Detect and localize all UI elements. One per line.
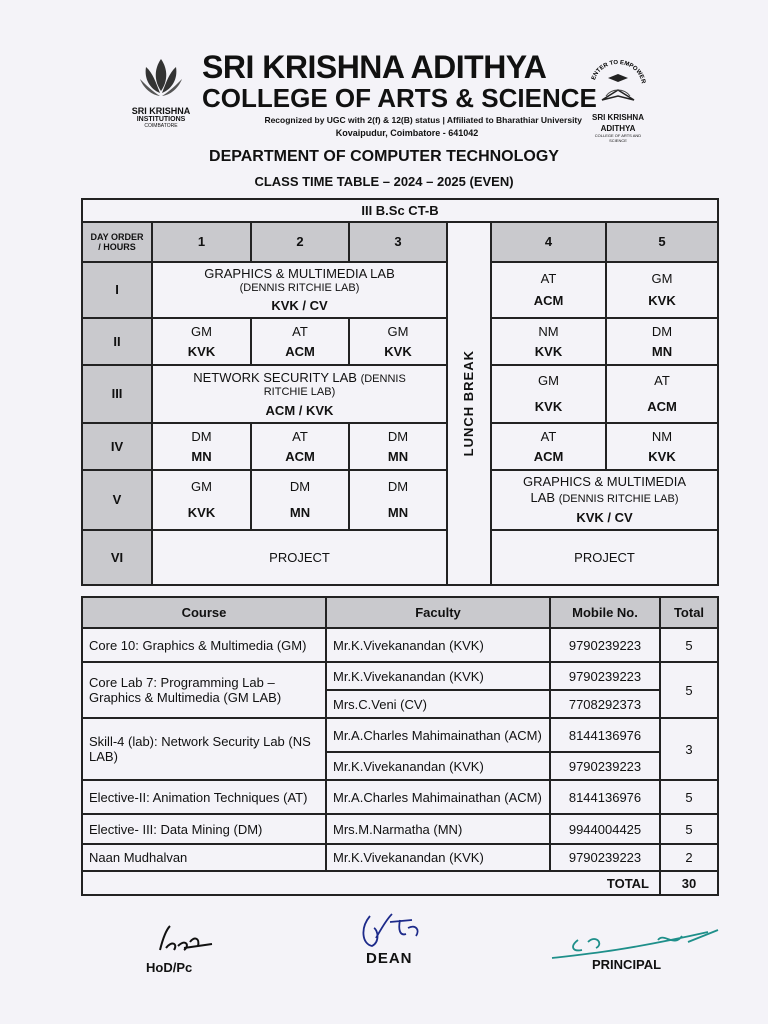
college-subtitle: COLLEGE OF ARTS & SCIENCE — [202, 83, 597, 113]
staff-code: ACM — [533, 293, 564, 308]
course-total: 2 — [660, 844, 718, 871]
dean-label: DEAN — [366, 950, 413, 967]
logo-left-location: COIMBATORE — [144, 123, 178, 129]
department-title: DEPARTMENT OF COMPUTER TECHNOLOGY — [209, 148, 559, 165]
day-5-lab-cell — [491, 470, 718, 530]
staff-code: KVK — [534, 343, 563, 359]
lab-name: NETWORK SECURITY LAB — [193, 369, 357, 385]
faculty-name: Mrs.C.Veni (CV) — [326, 690, 550, 718]
subject-code: NM — [538, 323, 559, 339]
faculty-name: Mr.A.Charles Mahimainathan (ACM) — [326, 780, 550, 814]
lunch-break-label: LUNCH BREAK — [461, 350, 476, 457]
day-3-label: III — [82, 365, 152, 423]
mobile-header: Mobile No. — [550, 597, 660, 628]
day-4-hour-3 — [349, 423, 447, 470]
subject-code: AT — [540, 428, 557, 444]
subject-code: NM — [651, 428, 673, 444]
lotus-icon — [136, 55, 186, 99]
day-4-hour-2 — [251, 423, 349, 470]
subject-code: AT — [292, 323, 308, 339]
day-2-hour-5 — [606, 318, 718, 365]
day-5-label: V — [82, 470, 152, 530]
recognition-line: Recognized by UGC with 2(f) & 12(B) status | Affiliated to Bharathiar University — [264, 115, 582, 125]
day-6-project-pm: PROJECT — [491, 530, 718, 585]
subject-code: AT — [292, 428, 308, 444]
lab-room: (DENNIS RITCHIE LAB) — [239, 282, 360, 294]
grand-total-value: 30 — [660, 871, 718, 895]
mobile-number: 7708292373 — [550, 690, 660, 718]
course-name: Elective- III: Data Mining (DM) — [82, 814, 326, 844]
day-4-label: IV — [82, 423, 152, 470]
staff-code: MN — [651, 343, 673, 359]
mobile-number: 9790239223 — [550, 752, 660, 780]
staff-code: MN — [191, 448, 212, 464]
staff-code: ACM — [285, 448, 315, 464]
emblem-text-3: COLLEGE OF ARTS AND SCIENCE — [594, 133, 642, 143]
staff-code: KVK — [648, 448, 676, 464]
subject-code: GM — [538, 373, 559, 388]
faculty-name: Mr.K.Vivekanandan (KVK) — [326, 628, 550, 662]
faculty-header: Faculty — [326, 597, 550, 628]
course-name: Elective-II: Animation Techniques (AT) — [82, 780, 326, 814]
course-name: Core 10: Graphics & Multimedia (GM) — [82, 628, 326, 662]
principal-label: PRINCIPAL — [592, 957, 662, 972]
day-2-hour-1 — [152, 318, 251, 365]
day-2-label: II — [82, 318, 152, 365]
total-header: Total — [660, 597, 718, 628]
staff-code: ACM — [647, 399, 677, 414]
emblem-text-1: SRI KRISHNA — [591, 113, 644, 122]
subject-code: DM — [387, 428, 409, 444]
sri-krishna-logo — [130, 55, 192, 135]
course-name: Core Lab 7: Programming Lab – Graphics & Multimedia (GM LAB) — [82, 662, 326, 718]
course-total: 3 — [660, 718, 718, 780]
grand-total-label: TOTAL — [82, 871, 660, 895]
staff-code: ACM — [285, 343, 315, 359]
address-line: Kovaipudur, Coimbatore - 641042 — [335, 128, 479, 138]
course-faculty-table — [81, 596, 719, 896]
day-4-hour-5 — [606, 423, 718, 470]
hour-2-header: 2 — [251, 222, 349, 262]
lab-name-2: LAB — [530, 490, 556, 505]
day-1-label: I — [82, 262, 152, 318]
faculty-name: Mr.A.Charles Mahimainathan (ACM) — [326, 718, 550, 752]
course-name: Skill-4 (lab): Network Security Lab (NS LAB) — [82, 718, 326, 780]
course-total: 5 — [660, 662, 718, 718]
staff-code: KVK — [384, 343, 412, 359]
subject-code: GM — [191, 479, 212, 494]
faculty-name: Mrs.M.Narmatha (MN) — [326, 814, 550, 844]
day-5-hour-1 — [152, 470, 251, 530]
subject-code: GM — [387, 323, 409, 339]
staff-code: KVK — [187, 505, 216, 520]
lab-staff: KVK / CV — [576, 510, 633, 525]
day-order-header: DAY ORDER / HOURS — [82, 222, 152, 262]
day-5-hour-3 — [349, 470, 447, 530]
day-6-project-am: PROJECT — [152, 530, 447, 585]
course-header: Course — [82, 597, 326, 628]
staff-code: MN — [387, 505, 409, 520]
faculty-name: Mr.K.Vivekanandan (KVK) — [326, 844, 550, 871]
mobile-number: 9790239223 — [550, 844, 660, 871]
class-timetable — [81, 198, 719, 586]
day-1-lab-cell — [152, 262, 447, 318]
lab-room-2: RITCHIE LAB) — [263, 385, 336, 398]
day-5-hour-2 — [251, 470, 349, 530]
hour-4-header: 4 — [491, 222, 606, 262]
dean-signature — [356, 908, 436, 956]
college-header — [130, 49, 650, 143]
staff-code: KVK — [534, 399, 563, 414]
day-1-hour-5 — [606, 262, 718, 318]
lunch-break-column — [447, 222, 491, 585]
staff-code: MN — [289, 505, 311, 520]
day-3-hour-4 — [491, 365, 606, 423]
hour-1-header: 1 — [152, 222, 251, 262]
subject-code: DM — [289, 479, 311, 494]
staff-code: KVK — [648, 293, 676, 308]
subject-code: GM — [191, 323, 212, 339]
day-3-hour-5 — [606, 365, 718, 423]
faculty-name: Mr.K.Vivekanandan (KVK) — [326, 662, 550, 690]
staff-code: KVK — [187, 343, 216, 359]
day-2-hour-3 — [349, 318, 447, 365]
hour-5-header: 5 — [606, 222, 718, 262]
college-title-block — [202, 49, 597, 138]
mobile-number: 9790239223 — [550, 662, 660, 690]
mobile-number: 9790239223 — [550, 628, 660, 662]
hod-signature — [150, 920, 220, 960]
day-6-label: VI — [82, 530, 152, 585]
lab-name: GRAPHICS & MULTIMEDIA — [522, 474, 686, 489]
subject-code: AT — [654, 373, 670, 388]
course-total: 5 — [660, 628, 718, 662]
day-3-lab-cell — [152, 365, 447, 423]
day-1-hour-4 — [491, 262, 606, 318]
class-name-cell: III B.Sc CT-B — [82, 199, 718, 222]
staff-code: MN — [387, 448, 409, 464]
mobile-number: 8144136976 — [550, 718, 660, 752]
lab-name: GRAPHICS & MULTIMEDIA LAB — [204, 266, 395, 281]
day-4-hour-1 — [152, 423, 251, 470]
svg-text:ENTER TO EMPOWER: ENTER TO EMPOWER — [591, 60, 646, 85]
subject-code: AT — [540, 271, 557, 286]
hod-label: HoD/Pc — [146, 960, 193, 975]
lab-staff: ACM / KVK — [265, 402, 334, 418]
lab-staff: KVK / CV — [271, 298, 328, 313]
adithya-emblem — [586, 60, 650, 143]
course-name: Naan Mudhalvan — [82, 844, 326, 871]
day-4-hour-4 — [491, 423, 606, 470]
subject-code: GM — [651, 271, 673, 286]
day-2-hour-4 — [491, 318, 606, 365]
college-name: SRI KRISHNA ADITHYA — [202, 49, 547, 85]
lab-room: (DENNIS — [360, 372, 406, 385]
faculty-name: Mr.K.Vivekanandan (KVK) — [326, 752, 550, 780]
emblem-text-2: ADITHYA — [600, 124, 636, 133]
subject-code: DM — [387, 479, 409, 494]
timetable-title: CLASS TIME TABLE – 2024 – 2025 (EVEN) — [254, 174, 514, 189]
emblem-icon — [588, 60, 648, 106]
course-total: 5 — [660, 780, 718, 814]
day-2-hour-2 — [251, 318, 349, 365]
lab-room: (DENNIS RITCHIE LAB) — [558, 493, 679, 505]
subject-code: DM — [651, 323, 673, 339]
course-total: 5 — [660, 814, 718, 844]
subject-code: DM — [191, 428, 212, 444]
logo-left-text: SRI KRISHNA — [131, 106, 191, 116]
staff-code: ACM — [533, 448, 564, 464]
hour-3-header: 3 — [349, 222, 447, 262]
mobile-number: 9944004425 — [550, 814, 660, 844]
logo-left-subtext: INSTITUTIONS — [136, 116, 186, 123]
mobile-number: 8144136976 — [550, 780, 660, 814]
